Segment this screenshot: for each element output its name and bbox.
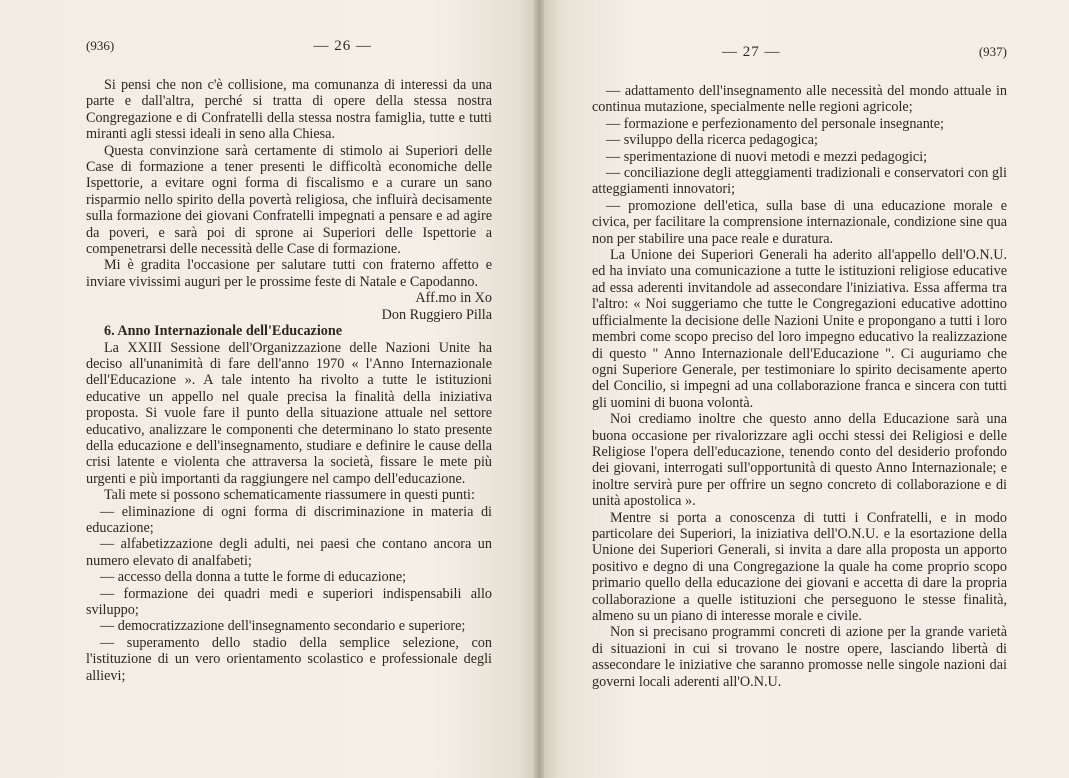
left-page-body [86, 77, 492, 684]
list-item: — conciliazione degli atteggiamenti tradizionali e conservatori con gli atteggiamenti innovatori; [592, 165, 1007, 198]
book-gutter [534, 0, 544, 778]
right-page [540, 0, 1069, 778]
signature-closing: Aff.mo in Xo [415, 290, 492, 307]
right-page-number: — 27 — [722, 44, 781, 60]
list-item: — accesso della donna a tutte le forme di educazione; [100, 569, 407, 586]
list-item: — promozione dell'etica, sulla base di una educazione morale e civica, per facilitare la comprensione internazionale, condizione sine qua non per stabilire una pace reale e duratura. [592, 197, 1007, 247]
paragraph: Non si precisano programmi concreti di azione per la grande varietà di situazioni in cui si trovano le nostre opere, lasciando libertà di assecondare le iniziative che saranno promosse nelle singole nazioni dai governi locali aderenti all'O.N.U. [592, 624, 1007, 690]
paragraph: Mi è gradita l'occasione per salutare tutti con fraterno affetto e inviare vivissimi auguri per le prossime feste di Natale e Capodanno. [86, 257, 492, 290]
right-folio-bracket: (937) [978, 44, 1007, 59]
paragraph: Mentre si porta a conoscenza di tutti i Confratelli, e in modo particolare dei Superiori, la iniziativa dell'O.N.U. e la esortazione della Unione dei Superiori Generali, si invita a dare alla proposta un apporto positivo e degno di una Congregazione la quale ha come proprio scopo primario quello della educazione dei giovani e accetta di dare la propria collaborazione a quelle istituzioni che perseguono le stesse finalità, almeno su un piano di interesse morale e civile. [592, 509, 1007, 624]
paragraph: Noi crediamo inoltre che questo anno della Educazione sarà una buona occasione per rivalorizzare agli occhi stessi dei Religiosi e delle Religiose l'opera dell'educazione, tenendo conto del desiderio profondo dei giovani, interrogati sull'opportunità di questo Anno Internazionale; e inoltre servirà pure per offrire un segno concreto di collaborazione e di unità apostolica ». [592, 411, 1007, 510]
paragraph: Tali mete si possono schematicamente riassumere in questi punti: [104, 487, 475, 504]
list-item: — superamento dello stadio della semplice selezione, con l'istituzione di un vero orientamento scolastico e professionale degli allievi; [86, 634, 492, 684]
paragraph: Si pensi che non c'è collisione, ma comunanza di interessi da una parte e dall'altra, perché si tratta di opere della stessa nostra Congregazione e di Confratelli della stessa nostra famiglia, tutte e tutti miranti agli stessi ideali in seno alla Chiesa. [86, 77, 492, 143]
list-item: — sperimentazione di nuovi metodi e mezzi pedagogici; [606, 148, 928, 165]
left-page-header [86, 38, 492, 55]
list-item: — formazione dei quadri medi e superiori indispensabili allo sviluppo; [86, 585, 492, 618]
left-page-number: — 26 — [313, 38, 372, 54]
paragraph: La Unione dei Superiori Generali ha aderito all'appello dell'O.N.U. ed ha inviato una comunicazione a tutte le istituzioni religiose educative ad essa aderenti invitandole ad assecondare l'iniziativa. Essa afferma tra l'altro: « Noi suggeriamo che tutte le Congregazioni educative adottino ufficialmente la decisione delle Nazioni Unite e propongano a tutti i loro membri come scopo preciso del loro impegno educativo la realizzazione di questo " Anno Internazionale dell'Educazione ". Ci auguriamo che ogni Superiore Generale, per testimoniare lo spirito decisamente aperto del Concilio, si impegni ad una collaborazione franca e sincera con tutti gli uomini di buona volontà. [592, 247, 1007, 411]
list-item: — sviluppo della ricerca pedagogica; [606, 132, 818, 149]
signature-name: Don Ruggiero Pilla [381, 306, 492, 323]
list-item: — adattamento dell'insegnamento alle necessità del mondo attuale in continua mutazione, specialmente nelle regioni agricole; [592, 83, 1007, 116]
paragraph: La XXIII Sessione dell'Organizzazione delle Nazioni Unite ha deciso all'unanimità di fare dell'anno 1970 « l'Anno Internazionale dell'Educazione ». A tale intento ha rivolto a tutte le istituzioni educative un appello nel quale precisa la finalità della iniziativa proposta. Si vuole fare il punto della situazione attuale nel settore educativo, analizzare le componenti che determinano lo stato presente della educazione e dell'insegnamento, studiare e definire le cause della crisi latente e violenta che attraversa la società, fissare le mete più urgenti e più importanti da raggiungere nel campo dell'educazione. [86, 339, 492, 487]
list-item: — alfabetizzazione degli adulti, nei paesi che contano ancora un numero elevato di analfabeti; [86, 536, 492, 569]
right-page-header [592, 44, 1007, 61]
paragraph: Questa convinzione sarà certamente di stimolo ai Superiori delle Case di formazione a tener presenti le difficoltà economiche delle Ispettorie, a evitare ogni forma di fiscalismo e a curare un sano risparmio nello spirito della povertà religiosa, che influirà decisamente sulla formazione dei giovani Confratelli impegnati a pensare e ad agire da poveri, e sarà poi di sprone ai Superiori delle Ispettorie a compenetrarsi delle necessità delle Case di formazione. [86, 142, 492, 258]
list-item: — formazione e perfezionamento del personale insegnante; [606, 115, 944, 132]
right-page-body [592, 83, 1007, 690]
list-item: — eliminazione di ogni forma di discriminazione in materia di educazione; [86, 503, 492, 536]
section-title: 6. Anno Internazionale dell'Educazione [104, 323, 343, 340]
list-item: — democratizzazione dell'insegnamento secondario e superiore; [100, 618, 466, 635]
left-folio-bracket: (936) [86, 38, 115, 53]
